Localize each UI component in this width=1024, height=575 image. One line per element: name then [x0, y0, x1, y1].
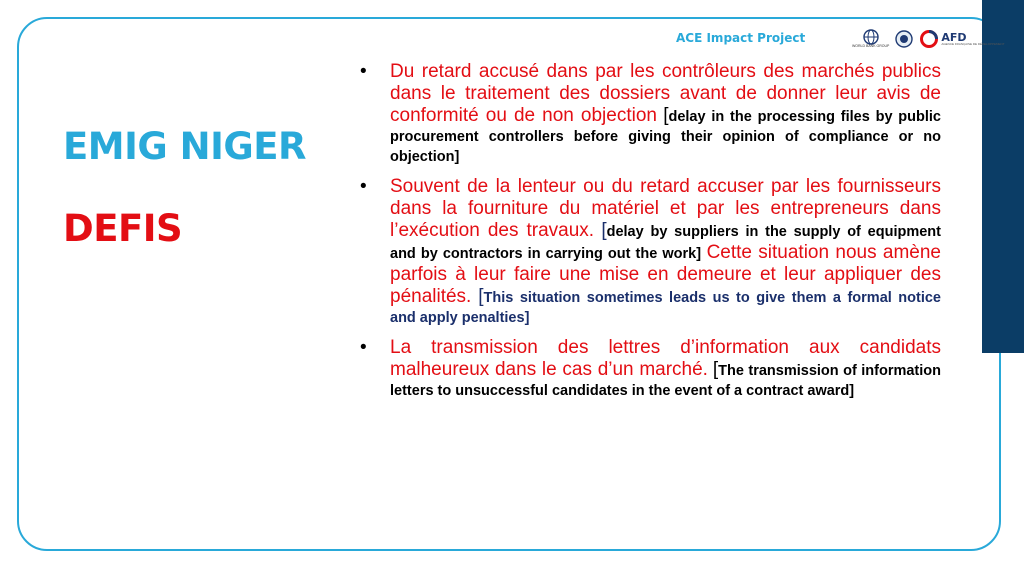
- list-item: • La transmission des lettres d’information aux candidats malheureux dans le cas d’un marché. [The transmission of information letters to unsuccessful candidates in the event of a contract award]: [360, 337, 941, 399]
- afd-name: AFD: [941, 31, 967, 44]
- project-label: ACE Impact Project: [676, 31, 806, 45]
- bullet-text-fr: La transmission des lettres d’information aux candidats malheureux dans le cas d’un marché.: [390, 337, 941, 380]
- afd-logo: [919, 29, 1004, 49]
- bullet-text-fr-2: Cette situation nous amène parfois à leur faire une mise en demeure et leur appliquer des pénalités.: [390, 242, 942, 307]
- seal-logo: [895, 30, 913, 48]
- list-item: • Souvent de la lenteur ou du retard accuser par les fournisseurs dans la fourniture du matériel et par les entrepreneurs dans l’exécution des travaux. [delay by suppliers in the supply of equipment and by contractors in carrying out the work] Cette situation nous amène parfois à leur faire une mise en demeure et leur appliquer des pénalités. [This situation sometimes leads us to give them a formal notice and apply penalties]: [360, 176, 942, 326]
- world-bank-logo: [852, 29, 889, 49]
- challenges-list: [360, 61, 941, 410]
- partner-logos: [852, 26, 1005, 52]
- page-subtitle: DEFIS: [63, 207, 183, 250]
- bullet-text-fr: Souvent de la lenteur ou du retard accuser par les fournisseurs dans la fourniture du matériel et par les entrepreneurs dans l’exécution des travaux.: [390, 176, 941, 241]
- seal-icon: [895, 30, 913, 48]
- bullet-text-en: delay by suppliers in the supply of equipment and by contractors in carrying out the work: [390, 224, 941, 262]
- list-item: • Du retard accusé dans par les contrôleurs des marchés publics dans le traitement des dossiers avant de donner leur avis de conformité ou de non objection [delay in the processing files by public procurement controllers before giving their opinion of compliance or no objection]: [360, 61, 942, 165]
- afd-caption: AGENCE FRANÇAISE DE DÉVELOPPEMENT: [941, 42, 1005, 46]
- bullet-icon: •: [360, 176, 367, 197]
- globe-icon: [863, 29, 879, 45]
- bullet-text-en: delay in the processing files by public procurement controllers before giving their opinion of compliance or no objection: [390, 109, 942, 165]
- bullet-text-en-2: This situation sometimes leads us to give them a formal notice and apply penalties: [390, 290, 941, 326]
- page-title: EMIG NIGER: [63, 125, 306, 168]
- bullet-text-en: The transmission of information letters to unsuccessful candidates in the event of a contract award: [390, 363, 941, 399]
- bullet-icon: •: [360, 61, 367, 82]
- bullet-icon: •: [360, 337, 367, 358]
- afd-ring-icon: [919, 29, 939, 49]
- world-bank-caption: WORLD BANK GROUP: [852, 44, 890, 49]
- navy-side-bar: [982, 0, 1024, 353]
- bullet-text-fr: Du retard accusé dans par les contrôleurs des marchés publics dans le traitement des dossiers avant de donner leur avis de conformité ou de non objection: [390, 61, 941, 126]
